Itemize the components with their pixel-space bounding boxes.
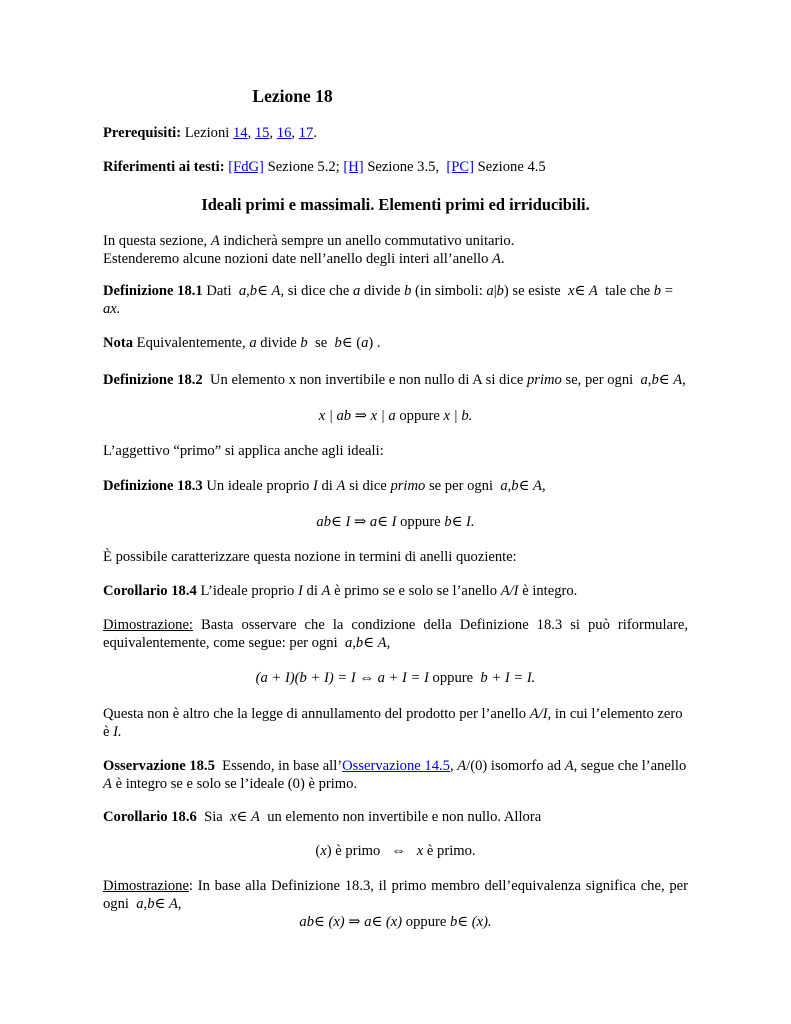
cor-184-text-3: è primo se e solo se l’anello bbox=[334, 583, 498, 599]
nota-label: Nota bbox=[103, 335, 133, 351]
link-lezione-17[interactable]: 17 bbox=[298, 125, 314, 141]
formula-oppure: oppure bbox=[400, 514, 441, 530]
oss-185-label: Osservazione 18.5 bbox=[103, 758, 215, 774]
osservazione-18-5: Osservazione 18.5 Essendo, in base all’Osservazione 14.5, A/(0) isomorfo ad A, segue che l’anello A è integro se e solo se l’ideale (0) è primo. bbox=[103, 758, 687, 792]
corollario-18-6: Corollario 18.6 Sia x∈ A un elemento non invertibile e non nullo. Allora bbox=[103, 809, 542, 825]
intro-text: In questa sezione, bbox=[103, 233, 208, 249]
cor-184-label: Corollario 18.4 bbox=[103, 583, 197, 599]
formula-part: ab∈ (x) ⇒ a∈ (x) bbox=[299, 914, 403, 930]
cor-184-quot: A/I bbox=[500, 583, 519, 599]
link-lezione-14[interactable]: 14 bbox=[232, 125, 248, 141]
cor-186-text-2: un elemento non invertibile e non nullo. Allora bbox=[267, 809, 542, 825]
formula-oppure: oppure bbox=[399, 408, 440, 424]
oss-185-text-2: isomorfo ad bbox=[490, 758, 562, 774]
formula-part-b: b + I = I. bbox=[480, 670, 536, 686]
def-182-formula bbox=[103, 407, 688, 425]
dim-1-label: Dimostrazione: bbox=[103, 617, 193, 633]
link-h[interactable]: [H] bbox=[343, 159, 364, 175]
questa-text-2: , in cui l’elemento zero è bbox=[103, 706, 683, 740]
dim-2-text: : In base alla Definizione 18.3, il primo membro dell’equivalenza significa che, per ogni bbox=[103, 878, 688, 912]
def-181-label: Definizione 18.1 bbox=[103, 283, 203, 299]
questa-paragraph bbox=[103, 705, 688, 741]
def-181-text: Dati bbox=[206, 283, 232, 299]
formula-part-b: b∈ I. bbox=[444, 514, 475, 530]
section-heading: Ideali primi e massimali. Elementi primi ed irriducibili. bbox=[201, 195, 590, 214]
def-181-text-b: , si dice che bbox=[280, 283, 350, 299]
link-pc[interactable]: [PC] bbox=[446, 159, 474, 175]
cor-184-text: L’ideale proprio bbox=[200, 583, 295, 599]
def-182-text-2: se, per ogni bbox=[565, 372, 634, 388]
nota: Nota Equivalentemente, a divide b se b∈ (a) . bbox=[103, 335, 381, 351]
nota-text-c: se bbox=[315, 335, 328, 351]
def-181-text-f: tale che bbox=[605, 283, 651, 299]
cor-186-text: Sia bbox=[204, 809, 223, 825]
cor-184-text-2: di bbox=[306, 583, 318, 599]
def-183-primo: primo bbox=[390, 478, 426, 494]
intro-text-3: Estenderemo alcune nozioni date nell’anello degli interi all’anello bbox=[103, 251, 489, 267]
formula-part: x | ab ⇒ x | a bbox=[318, 408, 396, 424]
formula-oppure: oppure bbox=[432, 670, 474, 686]
questa-I: I. bbox=[113, 724, 122, 740]
nota-text-b: divide bbox=[260, 335, 297, 351]
def-183-text-4: se per ogni bbox=[428, 478, 494, 494]
cor-186-label: Corollario 18.6 bbox=[103, 809, 197, 825]
link-fdg[interactable]: [FdG] bbox=[228, 159, 264, 175]
corollario-18-4: Corollario 18.4 L’ideale proprio I di A è primo se e solo se l’anello A/I è integro. bbox=[103, 583, 578, 599]
intro-text-2: indicherà sempre un anello commutativo unitario. bbox=[223, 233, 515, 249]
def-181-text-e: ) se esiste bbox=[503, 283, 561, 299]
dimostrazione-1: Dimostrazione: Basta osservare che la condizione della Definizione 18.3 si può riformulare, equivalentemente, come segue: per ogni a,b∈ A, bbox=[103, 617, 688, 651]
def-183-label: Definizione 18.3 bbox=[103, 478, 203, 494]
prereq-label: Prerequisiti: bbox=[103, 125, 182, 141]
def-183-formula bbox=[103, 513, 688, 531]
prereq-text: Lezioni bbox=[184, 125, 230, 141]
formula-oppure: oppure bbox=[405, 914, 447, 930]
oss-185-text: Essendo, in base all’ bbox=[222, 758, 343, 774]
aggettivo-text: L’aggettivo “primo” si applica anche agli ideali: bbox=[103, 443, 384, 459]
prerequisites: Prerequisiti: Lezioni 14, 15, 16, 17. bbox=[103, 125, 317, 141]
formula-part-b: b∈ (x). bbox=[449, 914, 492, 930]
def-181-text-c: divide bbox=[363, 283, 401, 299]
dim-1-text: Basta osservare che la condizione della Definizione 18.3 si può riformulare, equivalentemente, come segue: per ogni bbox=[103, 617, 688, 651]
page-title: Lezione 18 bbox=[252, 86, 333, 106]
fdg-section: Sezione 5.2; bbox=[267, 159, 340, 175]
h-section: Sezione 3.5, bbox=[367, 159, 440, 175]
questa-text: Questa non è altro che la legge di annullamento del prodotto per l’anello bbox=[103, 706, 527, 722]
definition-18-3: Definizione 18.3 Un ideale proprio I di A si dice primo se per ogni a,b∈ A, bbox=[103, 478, 546, 494]
def-183-text-3: si dice bbox=[349, 478, 387, 494]
dim-1-formula bbox=[103, 669, 688, 687]
formula-part-b: è primo. bbox=[426, 843, 476, 859]
formula-part: è primo bbox=[335, 843, 381, 859]
def-181-text-d: (in simboli: bbox=[415, 283, 483, 299]
pc-section: Sezione 4.5 bbox=[477, 159, 546, 175]
oss-185-text-3: segue che l’anello bbox=[580, 758, 687, 774]
dimostrazione-2: Dimostrazione: In base alla Definizione 18.3, il primo membro dell’equivalenza significa che, per ogni a,b∈ A, bbox=[103, 878, 688, 912]
def-183-text-2: di bbox=[321, 478, 333, 494]
possibile-text: È possibile caratterizzare questa nozione in termini di anelli quoziente: bbox=[103, 549, 517, 565]
text-references bbox=[103, 158, 688, 176]
definition-18-1: Definizione 18.1 Dati a,b∈ A, si dice che a divide b (in simboli: a|b) se esiste x∈ A tale che b = ax. bbox=[103, 283, 673, 317]
formula-part: ab∈ I ⇒ a∈ I bbox=[316, 514, 397, 530]
cor-186-formula: (x) è primo ⇔ x è primo. bbox=[315, 843, 476, 859]
cor-184-text-4: è integro. bbox=[522, 583, 578, 599]
formula-part-b: x | b. bbox=[443, 408, 473, 424]
refs-label: Riferimenti ai testi: bbox=[103, 159, 225, 175]
def-181-text-g: ax. bbox=[103, 301, 121, 317]
link-lezione-16[interactable]: 16 bbox=[276, 125, 292, 141]
oss-185-line-2: è integro se e solo se l’ideale (0) è primo. bbox=[115, 776, 358, 792]
def-182-text: Un elemento x non invertibile e non nullo di A si dice bbox=[210, 372, 524, 388]
dim-2-formula bbox=[103, 913, 688, 931]
link-lezione-15[interactable]: 15 bbox=[254, 125, 270, 141]
def-182-primo: primo bbox=[526, 372, 562, 388]
intro-paragraph: In questa sezione, A indicherà sempre un anello commutativo unitario. Estenderemo alcune nozioni date nell’anello degli interi all’anello A. bbox=[103, 233, 515, 267]
dim-2-label: Dimostrazione bbox=[103, 878, 189, 894]
nota-text: Equivalentemente, bbox=[136, 335, 246, 351]
def-182-label: Definizione 18.2 bbox=[103, 372, 203, 388]
formula-part: (a + I)(b + I) = I ⇔ a + I = I bbox=[255, 670, 429, 686]
link-osservazione-14-5[interactable]: Osservazione 14.5 bbox=[342, 758, 450, 774]
definition-18-2: Definizione 18.2 Un elemento x non invertibile e non nullo di A si dice primo se, per ogni a,b∈ A, bbox=[103, 372, 686, 388]
def-183-text: Un ideale proprio bbox=[206, 478, 310, 494]
questa-quot: A/I bbox=[529, 706, 548, 722]
